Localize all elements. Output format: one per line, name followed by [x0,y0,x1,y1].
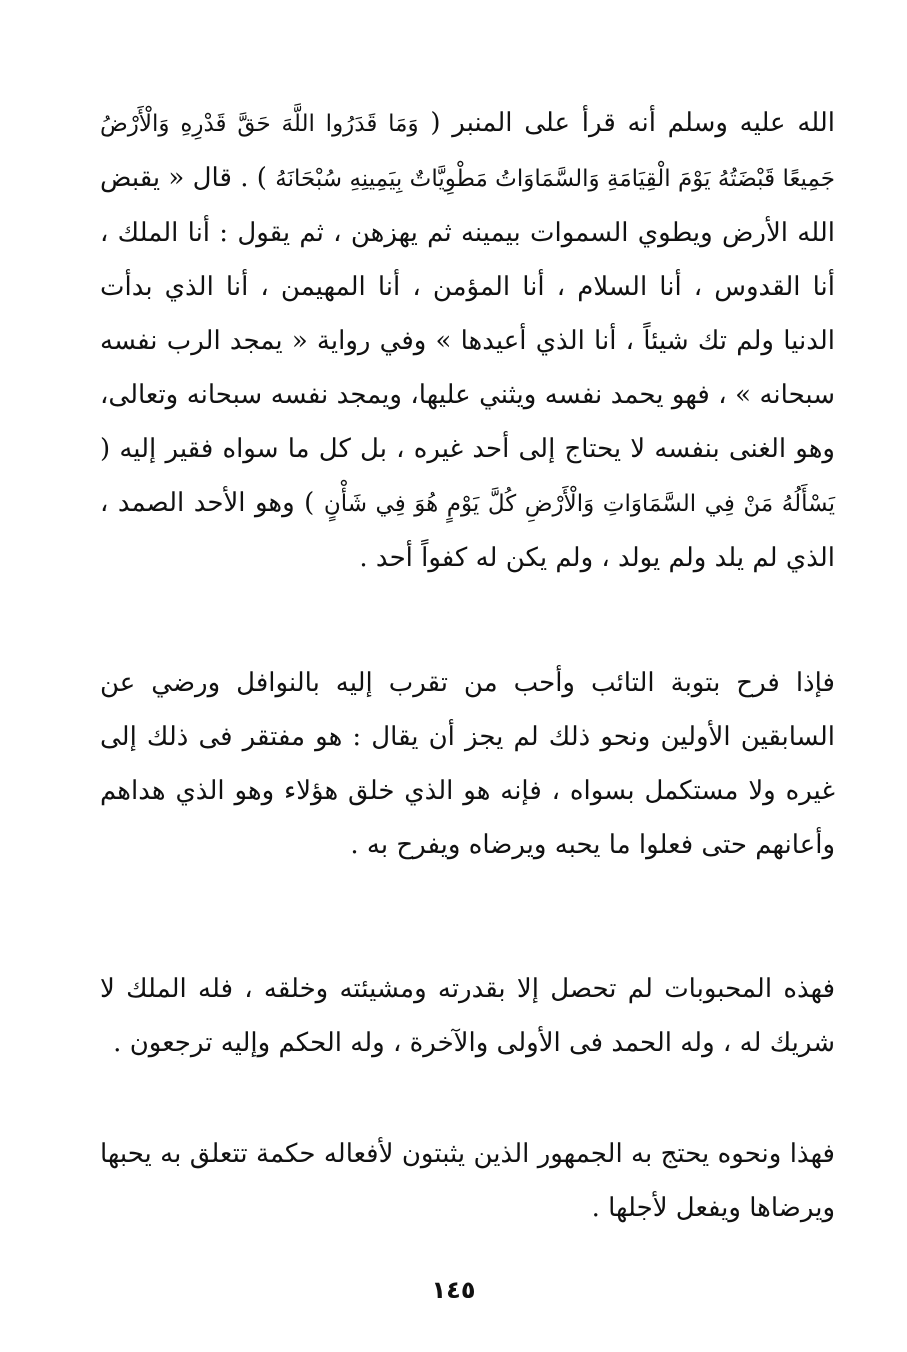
paragraph-1-text-1: الله عليه وسلم أنه قرأ على المنبر ( [430,108,836,138]
page-number: ١٤٥ [431,1276,476,1304]
paragraph-1 [100,96,835,585]
paragraph-2: فإذا فرح بتوبة التائب وأحب من تقرب إليه بالنوافل ورضي عن السابقين الأولين ونحو ذلك لم يجز أن يقال : هو مفتقر فى ذلك إلى غيره ولا مستكمل بسواه ، فإنه هو الذي خلق هؤلاء وهو الذي هداهم وأعانهم حتى فعلوا ما يحبه ويرضاه ويفرح به . [100,668,835,860]
paragraph-4: فهذا ونحوه يحتج به الجمهور الذين يثبتون لأفعاله حكمة تتعلق به يحبها ويرضاها ويفعل لأجلها . [100,1139,835,1223]
quran-verse-2: يَسْأَلُهُ مَنْ فِي السَّمَاوَاتِ وَالْأَرْضِ كُلَّ يَوْمٍ هُوَ فِي شَأْنٍ [323,491,836,517]
paragraph-1-text-3: ) وهو الأحد الصمد ، الذي لم يلد ولم يولد ، ولم يكن له كفواً أحد . [100,488,835,573]
paragraph-1-text-2: ) . قال « يقبض الله الأرض ويطوي السموات بيمينه ثم يهزهن ، ثم يقول : أنا الملك ، أنا القدوس ، أنا السلام ، أنا المؤمن ، أنا المهيمن ، أنا الذي بدأت الدنيا ولم تك شيئاً ، أنا الذي أعيدها » وفي رواية « يمجد الرب نفسه سبحانه » ، فهو يحمد نفسه ويثني عليها، ويمجد نفسه سبحانه وتعالى، وهو الغنى بنفسه لا يحتاج إلى أحد غيره ، بل كل ما سواه فقير إليه ( [100,163,835,464]
paragraph-3: فهذه المحبوبات لم تحصل إلا بقدرته ومشيئته وخلقه ، فله الملك لا شريك له ، وله الحمد فى الأولى والآخرة ، وله الحكم وإليه ترجعون . [100,974,835,1058]
quran-verse-1: وَمَا قَدَرُوا اللَّهَ حَقَّ قَدْرِهِ وَالْأَرْضُ جَمِيعًا قَبْضَتُهُ يَوْمَ الْقِيَامَةِ وَالسَّمَاوَاتُ مَطْوِيَّاتٌ بِيَمِينِهِ سُبْحَانَهُ [100,111,836,192]
